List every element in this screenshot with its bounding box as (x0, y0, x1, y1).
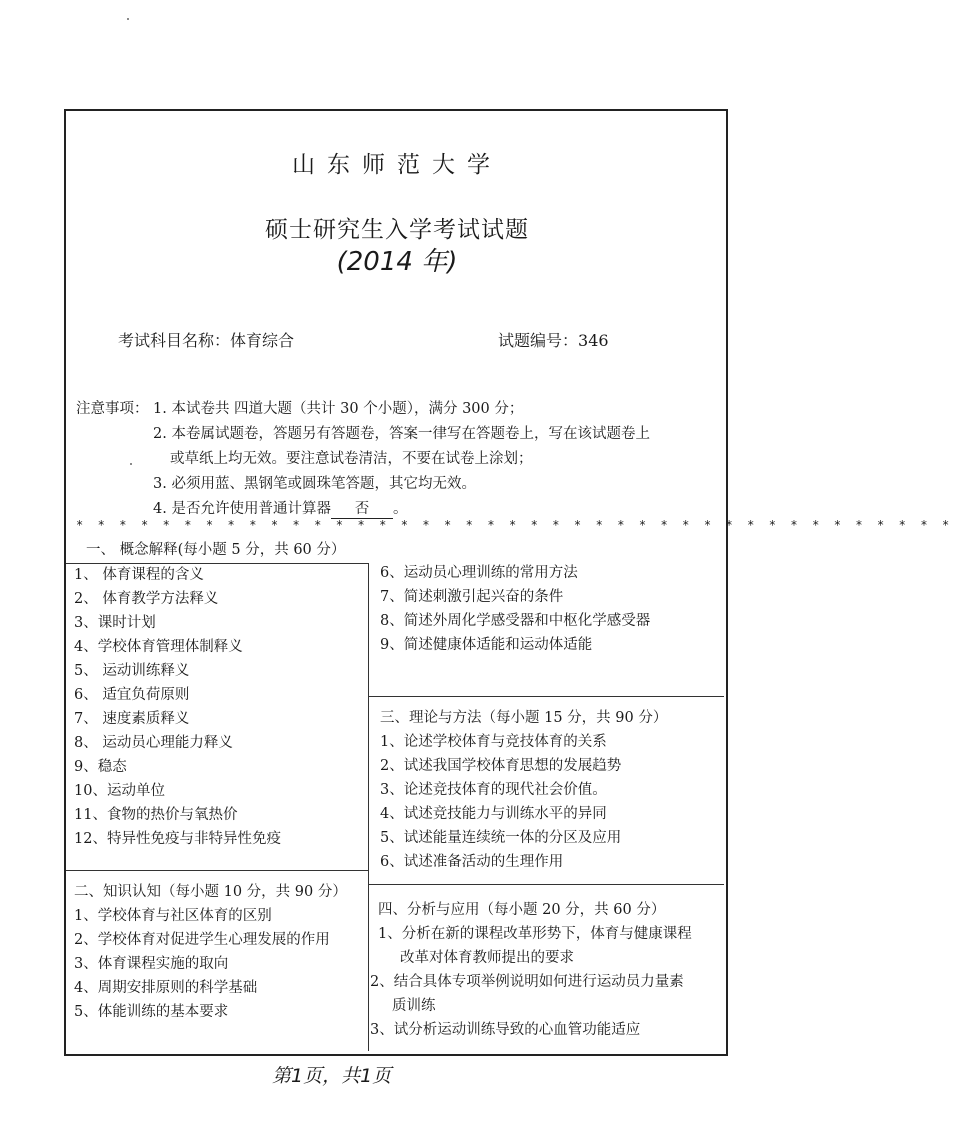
section-3-rule (368, 696, 724, 697)
school-name: 山东师范大学 (292, 152, 502, 178)
note-4-prefix: 4. 是否允许使用普通计算器 (153, 501, 331, 517)
list-item: 6、 适宜负荷原则 (74, 687, 190, 703)
question-2-line-1: 2、结合具体专项举例说明如何进行运动员力量素 (370, 974, 684, 990)
list-item: 8、简述外周化学感受器和中枢化学感受器 (380, 613, 651, 629)
list-item: 12、特异性免疫与非特异性免疫 (74, 831, 281, 847)
column-separator (368, 563, 369, 1051)
list-item: 8、 运动员心理能力释义 (74, 735, 233, 751)
section-4-heading: 四、分析与应用（每小题 20 分，共 60 分） (378, 902, 666, 918)
handwritten-page-number: 第1页，共1页 (272, 1065, 392, 1087)
list-item: 5、试述能量连续统一体的分区及应用 (380, 830, 622, 846)
list-item: 9、简述健康体适能和运动体适能 (380, 637, 593, 653)
calculator-answer: 否 (331, 500, 393, 519)
code-line (498, 328, 609, 351)
section-1-list (74, 563, 281, 851)
list-item: 4、试述竞技能力与训练水平的异同 (380, 806, 607, 822)
note-2a: 2. 本卷属试题卷，答题另有答题卷，答案一律写在答题卷上，写在该试题卷上 (153, 426, 650, 442)
list-item: 2、 体育教学方法释义 (74, 591, 219, 607)
list-item: 6、试述准备活动的生理作用 (380, 854, 564, 870)
question-1-line-1: 1、分析在新的课程改革形势下，体育与健康课程 (378, 926, 692, 942)
list-item: 7、 速度素质释义 (74, 711, 190, 727)
section-2 (74, 880, 347, 1024)
note-3: 3. 必须用蓝、黑钢笔或圆珠笔答题，其它均无效。 (153, 476, 476, 492)
list-item: 3、论述竞技体育的现代社会价值。 (380, 782, 607, 798)
star-divider: * * * * * * * * * * * * * * * * * * * * * * * * * * * * * * * * * * * * * * * * * (76, 518, 953, 532)
section-1-heading: 一、 概念解释(每小题 5 分，共 60 分） (86, 542, 346, 558)
list-item: 11、食物的热价与氧热价 (74, 807, 238, 823)
section-2-heading: 二、知识认知（每小题 10 分，共 90 分） (74, 884, 347, 900)
list-item: 10、运动单位 (74, 783, 165, 799)
scan-speck (127, 18, 129, 20)
list-item: 3、课时计划 (74, 615, 156, 631)
subject-value: 体育综合 (230, 331, 295, 350)
section-3-heading: 三、理论与方法（每小题 15 分，共 90 分） (380, 710, 668, 726)
list-item: 4、周期安排原则的科学基础 (74, 980, 258, 996)
list-item: 3、体育课程实施的取向 (74, 956, 229, 972)
note-1: 1. 本试卷共 四道大题（共计 30 个小题），满分 300 分； (153, 401, 524, 417)
note-4-suffix: 。 (392, 501, 408, 517)
list-item: 2、试述我国学校体育思想的发展趋势 (380, 758, 622, 774)
list-item: 9、稳态 (74, 759, 127, 775)
list-item: 6、运动员心理训练的常用方法 (380, 565, 578, 581)
section-2-rule (66, 870, 368, 871)
handwritten-year: (2014 年) (336, 247, 458, 277)
list-item: 5、体能训练的基本要求 (74, 1004, 229, 1020)
question-1-line-2: 改革对体育教师提出的要求 (400, 950, 574, 966)
subject-line (118, 328, 294, 351)
notes-label: 注意事项： (76, 401, 149, 417)
section-4-rule (368, 884, 724, 885)
scan-speck (130, 463, 132, 465)
list-item: 2、学校体育对促进学生心理发展的作用 (74, 932, 330, 948)
code-label: 试题编号： (498, 331, 579, 350)
list-item: 1、 体育课程的含义 (74, 567, 204, 583)
list-item: 1、学校体育与社区体育的区别 (74, 908, 272, 924)
section-4 (370, 898, 692, 1042)
note-2b: 或草纸上均无效。要注意试卷清洁，不要在试卷上涂划； (170, 451, 533, 467)
list-item: 1、论述学校体育与竞技体育的关系 (380, 734, 607, 750)
exam-title: 硕士研究生入学考试试题 (265, 217, 529, 243)
question-3: 3、试分析运动训练导致的心血管功能适应 (370, 1022, 641, 1038)
list-item: 7、简述刺激引起兴奋的条件 (380, 589, 564, 605)
section-1-list-continued (380, 561, 650, 657)
subject-label: 考试科目名称： (118, 331, 231, 350)
question-2-line-2: 质训练 (392, 998, 436, 1014)
list-item: 5、 运动训练释义 (74, 663, 190, 679)
section-3 (380, 706, 667, 874)
code-value: 346 (578, 331, 609, 350)
list-item: 4、学校体育管理体制释义 (74, 639, 243, 655)
